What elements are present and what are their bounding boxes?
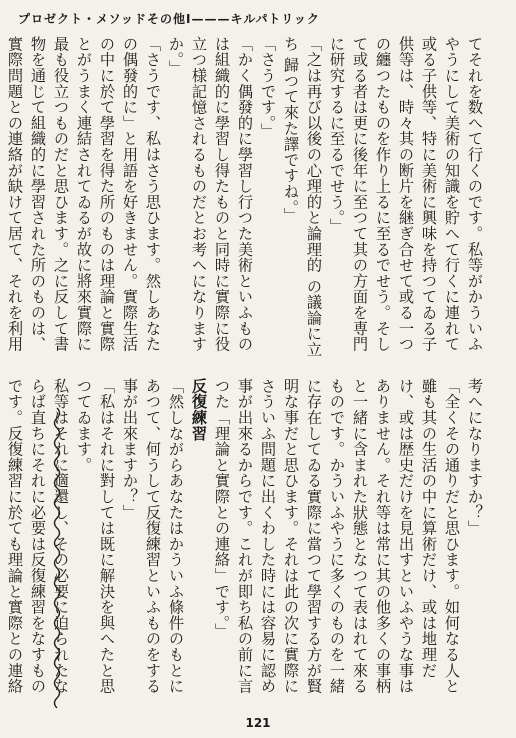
lower-text-column xyxy=(6,378,486,708)
wavy-divider xyxy=(50,408,64,708)
paragraph: 「さうです、私はさう思ひます。然しあなたの偶發的に」と用語を好きません。實際生活の中に於て學習を得た所のものは理論と實際とがうまく連結されてゐるが故に將來實際に最も役立つものだと思ひます。之に反して書物を通じて組織的に學習された所のものは、實際問題との連絡が缺けて居て、それを利用 xyxy=(6,36,162,352)
paragraph: 私等はそれに適還し、その必要に迫られたならば直ちにそれに必要は反復練習をなすものです。反復練習に於ても理論と實際との連絡 xyxy=(6,378,70,694)
paragraph: 「之は再び以後の心理的と論理的 の議論に立ち 歸つて來た譯ですね。」 xyxy=(282,36,323,358)
paragraph: 「さうです。」 xyxy=(259,36,277,139)
section-heading: 反復練習 xyxy=(190,378,208,442)
paragraph: 考へになりますか？」 xyxy=(466,378,484,536)
running-header: プロゼクト・メソッドその他Ⅰ———キルパトリック xyxy=(18,12,320,26)
paragraph: 「かく偶發的に學習し行つた美術といふものは組織的に學習し得たものと同時に實際に役立つ様記憶されるものだとお考へになりますか。」 xyxy=(167,36,254,352)
paragraph: 「私はそれに對しては既に解決を與へたと思つてゐます。 xyxy=(75,378,116,694)
paragraph: 「全くその通りだと思ひます。如何なる人と雖も其の生活の中に算術だけ、或は地理だけ、或は歴史だけを見出すといふやうな事はありません。それ等は常に其の他多くの事柄と一緒に含まれた狀態となつて表はれて來るものです。かういふやうに多くのものを一緒に存在してゐる實際に當つて學習する方が賢明な事だと思ひます。それは此の次に實際にさういふ問題に出くわした時には容易に認め事が出來るからです。これが即ち私の前に言つた「理論と實際との連絡」です。」 xyxy=(213,378,461,694)
upper-text-column xyxy=(6,36,486,360)
page-number: 121 xyxy=(245,716,271,730)
paragraph: 「然しながらあなたはかういふ條件のもとにあつて、何うして反復練習といふものをする事が出來ますか？」 xyxy=(121,378,185,694)
paragraph: てそれを数へて行くのです。私等がかういふやうにして美術の知識を貯へて行くに連れて或る子供等、特に美術に興味を持つてゐる子供等は、時々其の断片を継ぎ合せて或る一つの纏つたものを作り上るに至るでせう。そして或る者は更に後年に至つて其の方面を専門に研究するに至るでせう。」 xyxy=(328,36,484,352)
